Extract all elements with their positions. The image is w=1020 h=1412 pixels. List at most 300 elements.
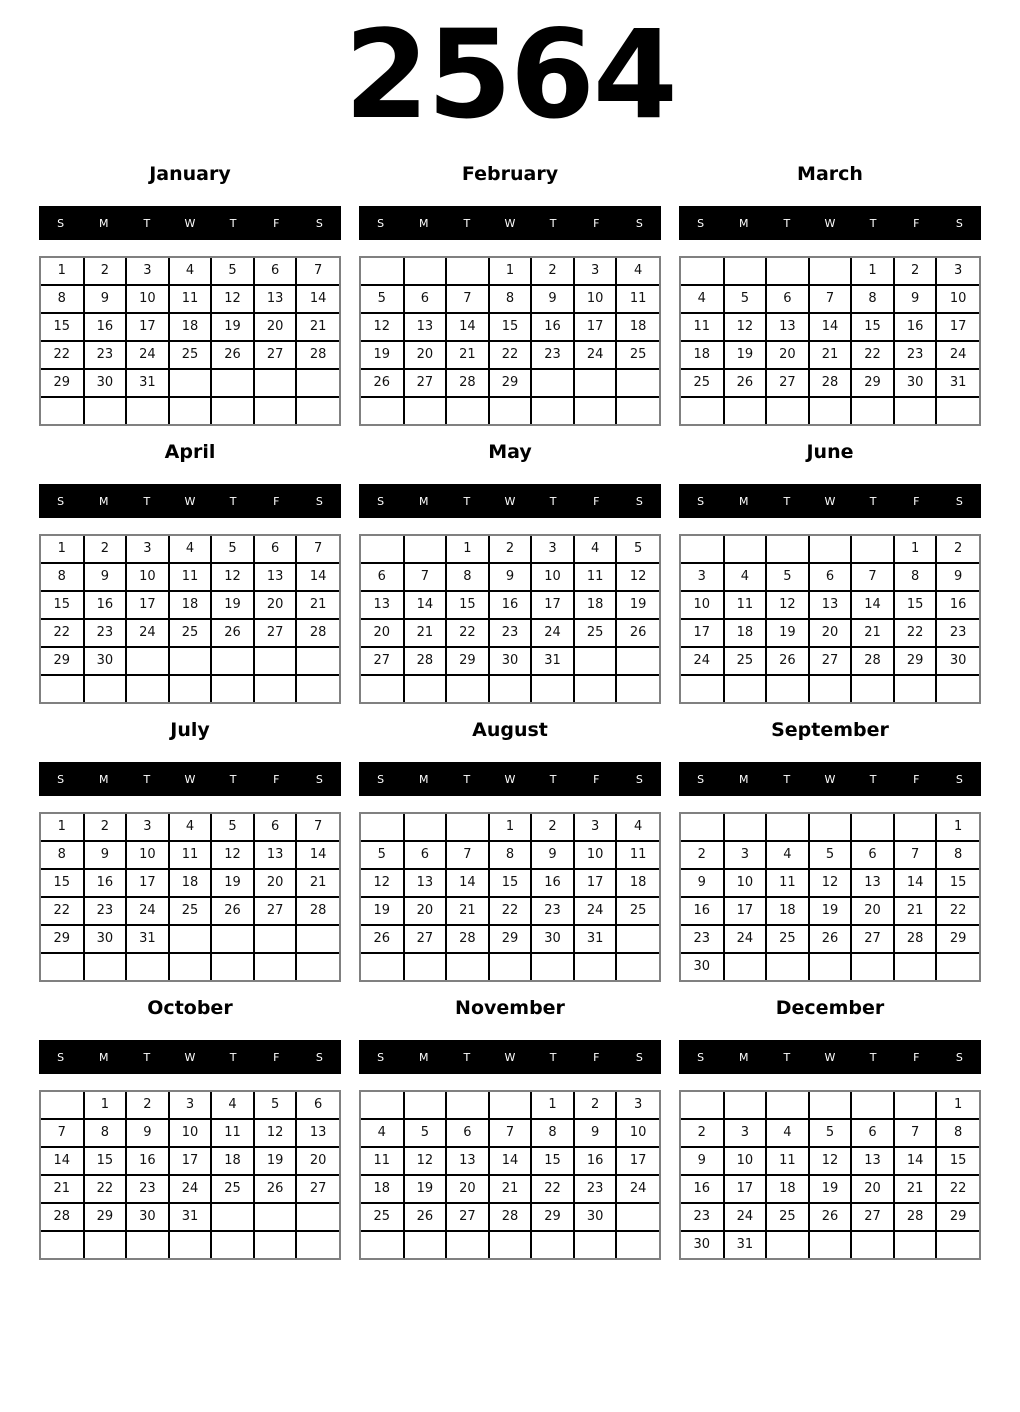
day-cell: 11 (616, 841, 659, 869)
day-cell: 27 (404, 925, 447, 953)
day-cell: 10 (531, 563, 574, 591)
day-cell: 22 (851, 341, 894, 369)
day-cell: 17 (531, 591, 574, 619)
days-table (41, 1092, 339, 1258)
day-cell (894, 1092, 937, 1119)
day-cell: 22 (936, 897, 979, 925)
weekday-label: T (229, 216, 237, 230)
day-cell (894, 1231, 937, 1258)
day-cell: 14 (446, 869, 489, 897)
day-cell: 14 (41, 1147, 84, 1175)
day-cell: 28 (446, 369, 489, 397)
weekday-label: T (783, 494, 791, 508)
day-cell: 23 (531, 341, 574, 369)
month-block (39, 706, 341, 982)
day-cell: 7 (809, 285, 852, 313)
day-cell (574, 397, 617, 424)
day-cell: 31 (724, 1231, 767, 1258)
day-cell: 25 (211, 1175, 254, 1203)
days-table (681, 258, 979, 424)
day-cell: 29 (851, 369, 894, 397)
day-cell: 11 (361, 1147, 404, 1175)
weekday-label: M (738, 216, 749, 230)
day-cell (574, 369, 617, 397)
day-cell (361, 1092, 404, 1119)
days-table (41, 258, 339, 424)
month-grid (359, 256, 661, 426)
day-cell (169, 647, 212, 675)
weekday-label: S (315, 494, 323, 508)
weekday-label: S (57, 1050, 65, 1064)
month-name: February (461, 163, 559, 185)
day-cell (809, 1231, 852, 1258)
day-cell: 17 (574, 869, 617, 897)
day-cell (851, 1092, 894, 1119)
day-cell (446, 1092, 489, 1119)
day-cell (531, 953, 574, 980)
weekday-label: T (143, 772, 151, 786)
day-cell: 4 (211, 1092, 254, 1119)
day-cell: 25 (169, 897, 212, 925)
day-cell: 30 (894, 369, 937, 397)
day-cell: 23 (84, 619, 127, 647)
day-cell (211, 675, 254, 702)
day-cell (126, 397, 169, 424)
day-cell: 30 (84, 369, 127, 397)
day-cell: 24 (126, 341, 169, 369)
day-cell (404, 536, 447, 563)
week-row (361, 675, 659, 702)
weekday-label: S (377, 1050, 385, 1064)
month-block (679, 984, 981, 1260)
day-cell: 8 (936, 1119, 979, 1147)
day-cell: 31 (126, 369, 169, 397)
day-cell (936, 1231, 979, 1258)
day-cell: 30 (84, 925, 127, 953)
day-cell: 6 (404, 841, 447, 869)
day-cell: 22 (936, 1175, 979, 1203)
day-cell: 5 (766, 563, 809, 591)
day-cell: 22 (446, 619, 489, 647)
day-cell: 31 (936, 369, 979, 397)
day-cell (361, 258, 404, 285)
day-cell: 25 (574, 619, 617, 647)
day-cell: 2 (84, 814, 127, 841)
day-cell (84, 1231, 127, 1258)
day-cell (616, 369, 659, 397)
week-row (41, 953, 339, 980)
day-cell: 24 (531, 619, 574, 647)
week-row (681, 563, 979, 591)
day-cell (489, 1092, 532, 1119)
month-grid (39, 534, 341, 704)
day-cell: 29 (489, 369, 532, 397)
day-cell: 2 (681, 841, 724, 869)
day-cell (851, 675, 894, 702)
weekday-header (679, 1040, 981, 1074)
day-cell (126, 953, 169, 980)
day-cell: 12 (254, 1119, 297, 1147)
month-block (359, 984, 661, 1260)
weekday-label: S (697, 1050, 705, 1064)
day-cell: 13 (446, 1147, 489, 1175)
day-cell: 20 (361, 619, 404, 647)
day-cell: 22 (894, 619, 937, 647)
weekday-label: T (549, 216, 557, 230)
day-cell: 2 (84, 536, 127, 563)
days-table (41, 814, 339, 980)
week-row (41, 1092, 339, 1119)
day-cell (766, 1092, 809, 1119)
day-cell: 4 (766, 841, 809, 869)
day-cell (809, 536, 852, 563)
weekday-label: F (273, 772, 280, 786)
day-cell (211, 1231, 254, 1258)
day-cell (296, 397, 339, 424)
day-cell: 30 (681, 1231, 724, 1258)
month-name: September (771, 719, 889, 741)
day-cell: 19 (361, 897, 404, 925)
week-row (681, 1175, 979, 1203)
day-cell: 6 (296, 1092, 339, 1119)
day-cell: 27 (851, 1203, 894, 1231)
month-name: January (149, 163, 231, 185)
week-row (681, 1231, 979, 1258)
day-cell: 12 (361, 869, 404, 897)
week-row (361, 869, 659, 897)
day-cell: 1 (446, 536, 489, 563)
day-cell: 13 (254, 285, 297, 313)
day-cell: 28 (41, 1203, 84, 1231)
day-cell: 19 (766, 619, 809, 647)
week-row (361, 814, 659, 841)
weekday-label: T (463, 772, 471, 786)
day-cell: 3 (681, 563, 724, 591)
day-cell: 11 (766, 869, 809, 897)
day-cell (616, 1231, 659, 1258)
day-cell: 15 (894, 591, 937, 619)
day-cell: 17 (724, 897, 767, 925)
week-row (41, 869, 339, 897)
day-cell: 17 (574, 313, 617, 341)
day-cell: 18 (361, 1175, 404, 1203)
week-row (681, 313, 979, 341)
weekday-label: F (593, 216, 600, 230)
day-cell (211, 397, 254, 424)
day-cell: 20 (296, 1147, 339, 1175)
day-cell (361, 953, 404, 980)
day-cell: 7 (446, 841, 489, 869)
day-cell: 4 (574, 536, 617, 563)
day-cell: 30 (531, 925, 574, 953)
weekday-label: W (504, 216, 516, 230)
day-cell: 5 (404, 1119, 447, 1147)
weekday-label: M (738, 772, 749, 786)
day-cell: 6 (254, 258, 297, 285)
day-cell (616, 397, 659, 424)
day-cell: 11 (211, 1119, 254, 1147)
day-cell (574, 647, 617, 675)
weekday-label: T (463, 494, 471, 508)
day-cell (681, 814, 724, 841)
day-cell: 6 (254, 814, 297, 841)
week-row (41, 591, 339, 619)
month-block (679, 706, 981, 982)
day-cell: 29 (41, 647, 84, 675)
day-cell (574, 953, 617, 980)
day-cell: 14 (894, 869, 937, 897)
day-cell: 10 (936, 285, 979, 313)
week-row (681, 1119, 979, 1147)
day-cell: 13 (296, 1119, 339, 1147)
day-cell: 19 (211, 591, 254, 619)
week-row (361, 1119, 659, 1147)
day-cell: 19 (361, 341, 404, 369)
day-cell: 3 (126, 258, 169, 285)
day-cell: 12 (809, 1147, 852, 1175)
day-cell: 16 (126, 1147, 169, 1175)
day-cell: 10 (681, 591, 724, 619)
day-cell (766, 675, 809, 702)
day-cell: 22 (41, 897, 84, 925)
day-cell: 9 (574, 1119, 617, 1147)
month-grid (679, 1090, 981, 1260)
day-cell (254, 369, 297, 397)
day-cell: 9 (531, 285, 574, 313)
day-cell: 26 (724, 369, 767, 397)
week-row (41, 1147, 339, 1175)
week-row (681, 925, 979, 953)
day-cell: 4 (681, 285, 724, 313)
day-cell: 5 (211, 536, 254, 563)
day-cell: 1 (41, 536, 84, 563)
week-row (681, 814, 979, 841)
week-row (41, 313, 339, 341)
weekday-label: S (57, 216, 65, 230)
month-block (39, 984, 341, 1260)
day-cell: 17 (169, 1147, 212, 1175)
day-cell (296, 1231, 339, 1258)
day-cell: 10 (574, 841, 617, 869)
day-cell: 12 (211, 285, 254, 313)
day-cell (361, 397, 404, 424)
day-cell (936, 953, 979, 980)
day-cell: 25 (766, 925, 809, 953)
day-cell: 15 (936, 1147, 979, 1175)
day-cell (766, 953, 809, 980)
day-cell: 4 (169, 814, 212, 841)
weekday-label: W (184, 772, 196, 786)
day-cell: 29 (446, 647, 489, 675)
week-row (361, 897, 659, 925)
day-cell (851, 814, 894, 841)
day-cell: 20 (809, 619, 852, 647)
week-row (681, 1147, 979, 1175)
day-cell (41, 397, 84, 424)
day-cell: 14 (894, 1147, 937, 1175)
day-cell (531, 397, 574, 424)
week-row (361, 313, 659, 341)
day-cell: 13 (851, 1147, 894, 1175)
month-block (679, 428, 981, 704)
day-cell: 6 (809, 563, 852, 591)
weekday-label: M (418, 1050, 429, 1064)
day-cell (211, 369, 254, 397)
weekday-label: W (184, 216, 196, 230)
day-cell: 14 (489, 1147, 532, 1175)
day-cell: 8 (41, 841, 84, 869)
week-row (361, 258, 659, 285)
day-cell: 18 (169, 313, 212, 341)
day-cell: 4 (724, 563, 767, 591)
day-cell: 24 (724, 1203, 767, 1231)
day-cell (404, 814, 447, 841)
weekday-label: S (57, 494, 65, 508)
day-cell (254, 953, 297, 980)
weekday-label: T (463, 216, 471, 230)
month-grid (359, 812, 661, 982)
day-cell: 14 (851, 591, 894, 619)
day-cell: 6 (851, 1119, 894, 1147)
day-cell: 16 (84, 313, 127, 341)
day-cell: 2 (84, 258, 127, 285)
day-cell (169, 925, 212, 953)
day-cell: 2 (936, 536, 979, 563)
day-cell: 16 (894, 313, 937, 341)
day-cell: 5 (616, 536, 659, 563)
week-row (41, 1119, 339, 1147)
day-cell: 20 (446, 1175, 489, 1203)
days-table (681, 814, 979, 980)
week-row (361, 619, 659, 647)
weekday-label: S (635, 1050, 643, 1064)
day-cell: 3 (574, 258, 617, 285)
day-cell: 15 (936, 869, 979, 897)
week-row (361, 397, 659, 424)
day-cell: 20 (404, 897, 447, 925)
day-cell: 21 (41, 1175, 84, 1203)
day-cell: 27 (766, 369, 809, 397)
week-row (681, 647, 979, 675)
day-cell: 2 (574, 1092, 617, 1119)
day-cell: 22 (531, 1175, 574, 1203)
weekday-label: T (229, 494, 237, 508)
day-cell: 1 (936, 814, 979, 841)
day-cell: 2 (531, 814, 574, 841)
days-table (361, 536, 659, 702)
day-cell: 19 (254, 1147, 297, 1175)
day-cell: 20 (254, 869, 297, 897)
month-block (359, 428, 661, 704)
day-cell: 30 (574, 1203, 617, 1231)
day-cell: 28 (894, 1203, 937, 1231)
day-cell: 6 (446, 1119, 489, 1147)
day-cell: 18 (616, 313, 659, 341)
day-cell (809, 953, 852, 980)
weekday-label: W (824, 494, 836, 508)
day-cell: 8 (894, 563, 937, 591)
week-row (361, 1092, 659, 1119)
day-cell: 9 (531, 841, 574, 869)
month-block (39, 428, 341, 704)
day-cell: 26 (211, 341, 254, 369)
day-cell: 23 (489, 619, 532, 647)
day-cell: 8 (531, 1119, 574, 1147)
day-cell: 13 (404, 313, 447, 341)
day-cell: 25 (169, 341, 212, 369)
week-row (41, 925, 339, 953)
day-cell (296, 647, 339, 675)
day-cell: 5 (254, 1092, 297, 1119)
day-cell: 16 (681, 1175, 724, 1203)
day-cell: 6 (404, 285, 447, 313)
day-cell (296, 953, 339, 980)
day-cell: 27 (254, 619, 297, 647)
day-cell: 11 (616, 285, 659, 313)
weekday-header (359, 206, 661, 240)
weekday-label: T (549, 494, 557, 508)
weekday-label: M (98, 216, 109, 230)
weekday-label: F (913, 494, 920, 508)
day-cell (681, 536, 724, 563)
day-cell: 16 (681, 897, 724, 925)
weekday-label: W (824, 772, 836, 786)
day-cell: 12 (766, 591, 809, 619)
days-table (41, 536, 339, 702)
day-cell: 10 (724, 869, 767, 897)
week-row (41, 258, 339, 285)
day-cell: 7 (894, 841, 937, 869)
week-row (41, 1203, 339, 1231)
day-cell: 23 (936, 619, 979, 647)
day-cell (724, 814, 767, 841)
day-cell (489, 675, 532, 702)
day-cell: 23 (84, 341, 127, 369)
day-cell: 3 (531, 536, 574, 563)
weekday-header (679, 484, 981, 518)
day-cell: 9 (489, 563, 532, 591)
day-cell: 27 (254, 897, 297, 925)
day-cell: 25 (169, 619, 212, 647)
weekday-label: T (869, 772, 877, 786)
week-row (41, 1231, 339, 1258)
day-cell: 23 (531, 897, 574, 925)
day-cell: 13 (766, 313, 809, 341)
day-cell (84, 953, 127, 980)
day-cell: 23 (681, 1203, 724, 1231)
day-cell: 3 (616, 1092, 659, 1119)
day-cell: 1 (851, 258, 894, 285)
weekday-label: M (98, 772, 109, 786)
week-row (681, 869, 979, 897)
day-cell: 5 (809, 841, 852, 869)
day-cell: 1 (41, 814, 84, 841)
day-cell: 17 (724, 1175, 767, 1203)
day-cell (616, 953, 659, 980)
day-cell: 1 (531, 1092, 574, 1119)
week-row (361, 285, 659, 313)
day-cell: 3 (724, 1119, 767, 1147)
week-row (681, 341, 979, 369)
day-cell: 9 (84, 285, 127, 313)
week-row (361, 369, 659, 397)
day-cell (574, 1231, 617, 1258)
day-cell (211, 953, 254, 980)
week-row (41, 285, 339, 313)
day-cell (41, 675, 84, 702)
day-cell: 16 (84, 591, 127, 619)
day-cell: 23 (894, 341, 937, 369)
